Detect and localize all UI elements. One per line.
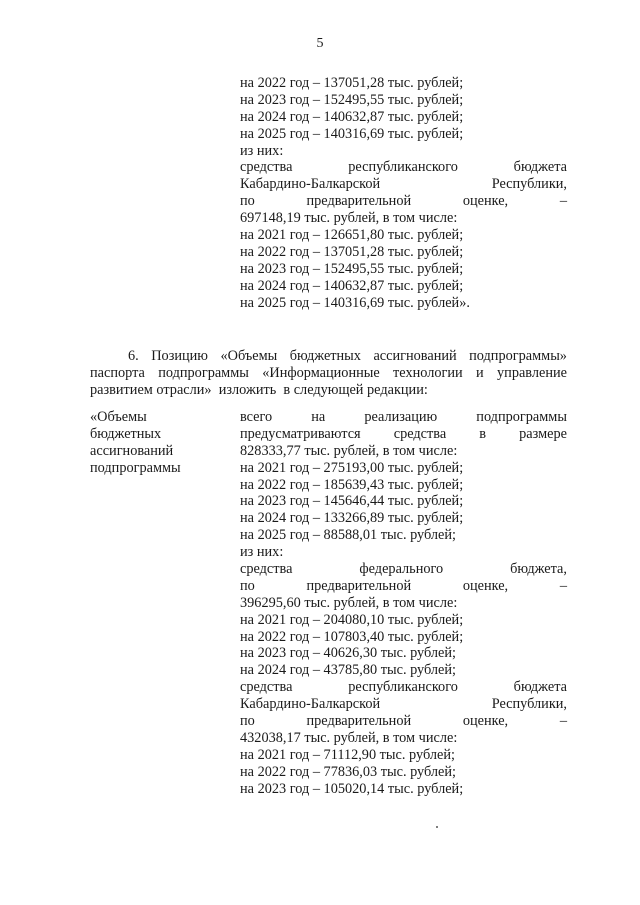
word: Позицию — [151, 348, 208, 364]
text-line — [240, 679, 567, 696]
word: реализацию — [364, 409, 438, 425]
word: средства — [393, 425, 447, 442]
text-line: на 2022 год – 107803,40 тыс. рублей; — [240, 628, 464, 645]
text-line: на 2023 год – 40626,30 тыс. рублей; — [240, 645, 457, 662]
word: оценке, — [462, 713, 509, 730]
word: 6. — [128, 348, 139, 364]
word: ассигнований — [373, 348, 457, 364]
word: бюджета — [513, 679, 567, 696]
text-line: ассигнований — [90, 442, 174, 459]
word: Республики, — [491, 176, 567, 193]
word: по — [240, 193, 255, 210]
text-line: на 2021 год – 126651,80 тыс. рублей; — [240, 227, 464, 244]
word: управление — [497, 364, 567, 381]
text-line: на 2021 год – 71112,90 тыс. рублей; — [240, 746, 455, 763]
text-line — [240, 176, 567, 193]
text-line — [240, 578, 567, 595]
word: технологии — [393, 364, 463, 381]
text-line: на 2025 год – 140316,69 тыс. рублей». — [240, 294, 470, 311]
text-line: подпрограммы — [90, 459, 181, 476]
text-line: на 2024 год – 140632,87 тыс. рублей; — [240, 108, 464, 125]
scan-speck — [436, 826, 438, 828]
page-number: 5 — [316, 36, 324, 51]
text-line: 697148,19 тыс. рублей, в том числе: — [240, 210, 458, 227]
text-line: 432038,17 тыс. рублей, в том числе: — [240, 729, 458, 746]
text-line: на 2024 год – 43785,80 тыс. рублей; — [240, 662, 457, 679]
word: средства — [240, 679, 293, 696]
word: средства — [240, 159, 293, 176]
word: бюджета, — [510, 561, 567, 578]
text-line: на 2023 год – 105020,14 тыс. рублей; — [240, 780, 464, 797]
word: в — [479, 425, 487, 442]
text-line: бюджетных — [90, 425, 162, 442]
text-line: на 2023 год – 152495,55 тыс. рублей; — [240, 260, 464, 277]
text-line: на 2022 год – 137051,28 тыс. рублей; — [240, 75, 464, 91]
word: предварительной — [306, 577, 412, 594]
text-line — [90, 365, 567, 382]
text-line — [240, 713, 567, 730]
text-line: на 2025 год – 140316,69 тыс. рублей; — [240, 125, 464, 142]
word: предусматриваются — [240, 425, 361, 442]
text-line: из них: — [240, 544, 284, 561]
word: – — [559, 193, 567, 210]
text-line — [240, 426, 567, 443]
paragraph-6 — [90, 348, 567, 399]
word: Республики, — [491, 696, 567, 713]
word: подпрограммы — [158, 364, 249, 381]
text-line: на 2021 год – 275193,00 тыс. рублей; — [240, 459, 464, 476]
text-line: на 2023 год – 152495,55 тыс. рублей; — [240, 91, 464, 108]
text-line — [240, 696, 567, 713]
word: Кабардино-Балкарской — [240, 176, 381, 193]
text-line: «Объемы — [90, 409, 147, 425]
word: бюджетных — [289, 348, 361, 364]
text-line: на 2024 год – 140632,87 тыс. рублей; — [240, 277, 464, 294]
text-line: 396295,60 тыс. рублей, в том числе: — [240, 594, 458, 611]
text-line: на 2021 год – 204080,10 тыс. рублей; — [240, 611, 464, 628]
position-label — [90, 409, 230, 477]
word: размере — [519, 425, 567, 442]
text-line — [240, 561, 567, 578]
text-line: на 2022 год – 137051,28 тыс. рублей; — [240, 243, 464, 260]
word: по — [240, 713, 255, 730]
word: средства — [240, 561, 293, 578]
text-line — [240, 159, 567, 176]
word: Кабардино-Балкарской — [240, 696, 381, 713]
text-line — [240, 193, 567, 210]
word: республиканского — [348, 159, 458, 176]
text-line: из них: — [240, 142, 284, 159]
funding-block-new — [240, 409, 567, 797]
word: предварительной — [306, 193, 412, 210]
word: оценке, — [462, 193, 509, 210]
text-line: на 2022 год – 77836,03 тыс. рублей; — [240, 763, 457, 780]
word: подпрограммы» — [469, 348, 567, 364]
word: паспорта — [90, 364, 145, 381]
text-line: развитием отрасли» изложить в следующей редакции: — [90, 381, 428, 398]
word: бюджета — [513, 159, 567, 176]
word: на — [311, 409, 326, 425]
word: – — [559, 577, 567, 594]
text-line: на 2024 год – 133266,89 тыс. рублей; — [240, 510, 464, 527]
word: предварительной — [306, 713, 412, 730]
word: всего — [240, 409, 273, 425]
word: подпрограммы — [476, 409, 567, 425]
text-line — [90, 348, 567, 365]
text-line: на 2023 год – 145646,44 тыс. рублей; — [240, 493, 464, 510]
funding-block-continued — [240, 75, 567, 311]
word: по — [240, 577, 255, 594]
text-line: на 2025 год – 88588,01 тыс. рублей; — [240, 527, 457, 544]
word: «Информационные — [262, 364, 380, 381]
text-line: 828333,77 тыс. рублей, в том числе: — [240, 442, 458, 459]
word: федерального — [359, 561, 444, 578]
text-line — [240, 409, 567, 426]
word: республиканского — [348, 679, 458, 696]
word: оценке, — [462, 577, 509, 594]
text-line: на 2022 год – 185639,43 тыс. рублей; — [240, 476, 464, 493]
word: «Объемы — [220, 348, 278, 364]
word: и — [476, 364, 484, 381]
word: – — [559, 713, 567, 730]
